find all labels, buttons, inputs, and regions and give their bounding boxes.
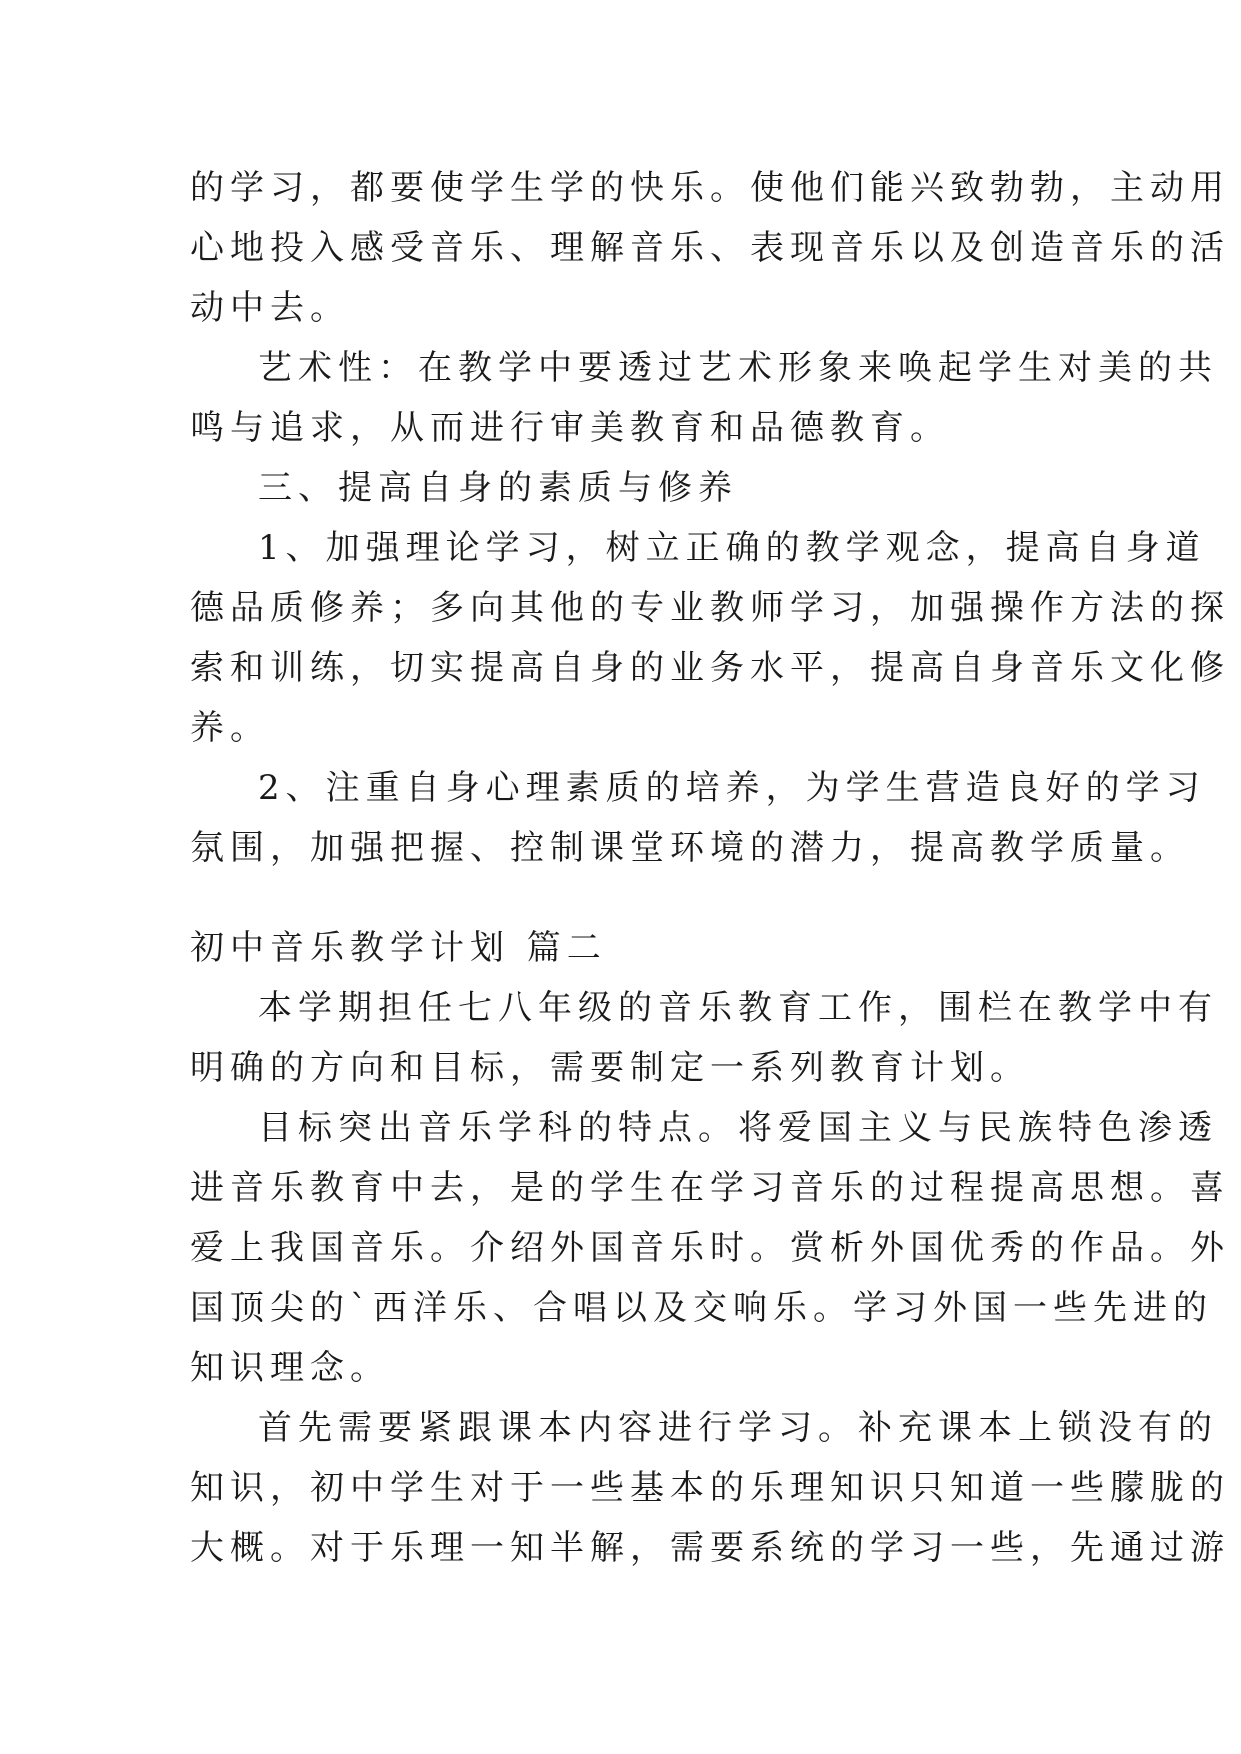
paragraph-start-line: 首先需要紧跟课本内容进行学习。补充课本上锁没有的 [258,1408,1218,1448]
paragraph-start-line: 艺术性：在教学中要透过艺术形象来唤起学生对美的共 [258,348,1218,388]
text-line: 知识理念。 [190,1348,390,1388]
section-heading: 三、提高自身的素质与修养 [258,468,738,508]
text-line: 进音乐教育中去，是的学生在学习音乐的过程提高思想。喜 [190,1168,1230,1208]
text-line: 知识，初中学生对于一些基本的乐理知识只知道一些朦胧的 [190,1468,1230,1508]
paragraph-start-line: 1、加强理论学习，树立正确的教学观念，提高自身道 [258,528,1206,568]
paragraph-start-line: 2、注重自身心理素质的培养，为学生营造良好的学习 [258,768,1206,808]
text-line: 养。 [190,708,270,748]
text-line: 的学习，都要使学生学的快乐。使他们能兴致勃勃，主动用 [190,168,1230,208]
paragraph-start-line: 本学期担任七八年级的音乐教育工作，围栏在教学中有 [258,988,1218,1028]
text-line: 爱上我国音乐。介绍外国音乐时。赏析外国优秀的作品。外 [190,1228,1230,1268]
text-line: 索和训练，切实提高自身的业务水平，提高自身音乐文化修 [190,648,1230,688]
text-line: 氛围，加强把握、控制课堂环境的潜力，提高教学质量。 [190,828,1190,868]
text-line: 动中去。 [190,288,350,328]
article-title: 初中音乐教学计划 篇二 [190,928,607,968]
paragraph-start-line: 目标突出音乐学科的特点。将爱国主义与民族特色渗透 [258,1108,1218,1148]
text-line: 国顶尖的`西洋乐、合唱以及交响乐。学习外国一些先进的 [190,1288,1213,1328]
text-line: 德品质修养；多向其他的专业教师学习，加强操作方法的探 [190,588,1230,628]
text-line: 鸣与追求，从而进行审美教育和品德教育。 [190,408,950,448]
text-line: 心地投入感受音乐、理解音乐、表现音乐以及创造音乐的活 [190,228,1230,268]
text-line: 大概。对于乐理一知半解，需要系统的学习一些，先通过游 [190,1528,1230,1568]
text-line: 明确的方向和目标，需要制定一系列教育计划。 [190,1048,1030,1088]
